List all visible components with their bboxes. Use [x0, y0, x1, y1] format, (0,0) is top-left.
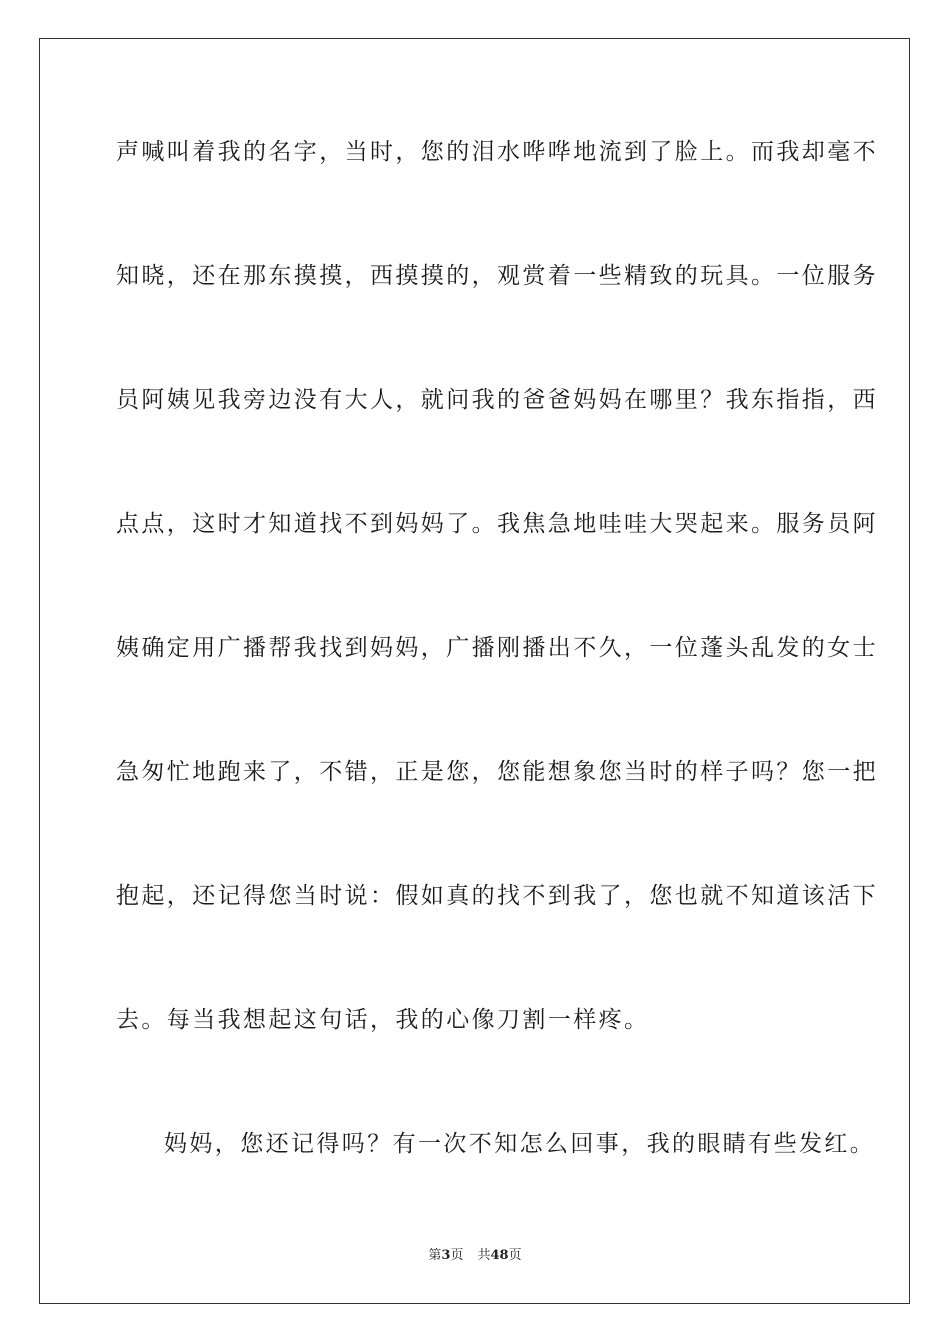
total-label-suffix: 页 [508, 1248, 522, 1263]
paragraph-start-line: 妈妈，您还记得吗？有一次不知怎么回事，我的眼睛有些发红。 [164, 1131, 876, 1157]
page-label-suffix: 页 [450, 1248, 464, 1263]
body-text-line: 点点，这时才知道找不到妈妈了。我焦急地哇哇大哭起来。服务员阿 [116, 511, 878, 537]
total-pages-number: 48 [490, 1248, 509, 1263]
current-page-number: 3 [441, 1248, 451, 1263]
page-border [39, 38, 910, 1304]
body-text-line: 声喊叫着我的名字，当时，您的泪水哗哗地流到了脸上。而我却毫不 [116, 139, 878, 165]
page-label-prefix: 第 [428, 1248, 442, 1263]
page-footer [0, 1248, 950, 1264]
body-text-line: 姨确定用广播帮我找到妈妈，广播刚播出不久，一位蓬头乱发的女士 [116, 635, 878, 661]
body-text-line: 抱起，还记得您当时说：假如真的找不到我了，您也就不知道该活下 [116, 883, 878, 909]
body-text-line: 知晓，还在那东摸摸，西摸摸的，观赏着一些精致的玩具。一位服务 [116, 263, 878, 289]
body-text-line: 去。每当我想起这句话，我的心像刀割一样疼。 [116, 1007, 650, 1033]
body-text-line: 急匆忙地跑来了，不错，正是您，您能想象您当时的样子吗？您一把 [116, 759, 878, 785]
body-text-line: 员阿姨见我旁边没有大人，就问我的爸爸妈妈在哪里？我东指指，西 [116, 387, 878, 413]
total-label-prefix: 共 [477, 1248, 491, 1263]
